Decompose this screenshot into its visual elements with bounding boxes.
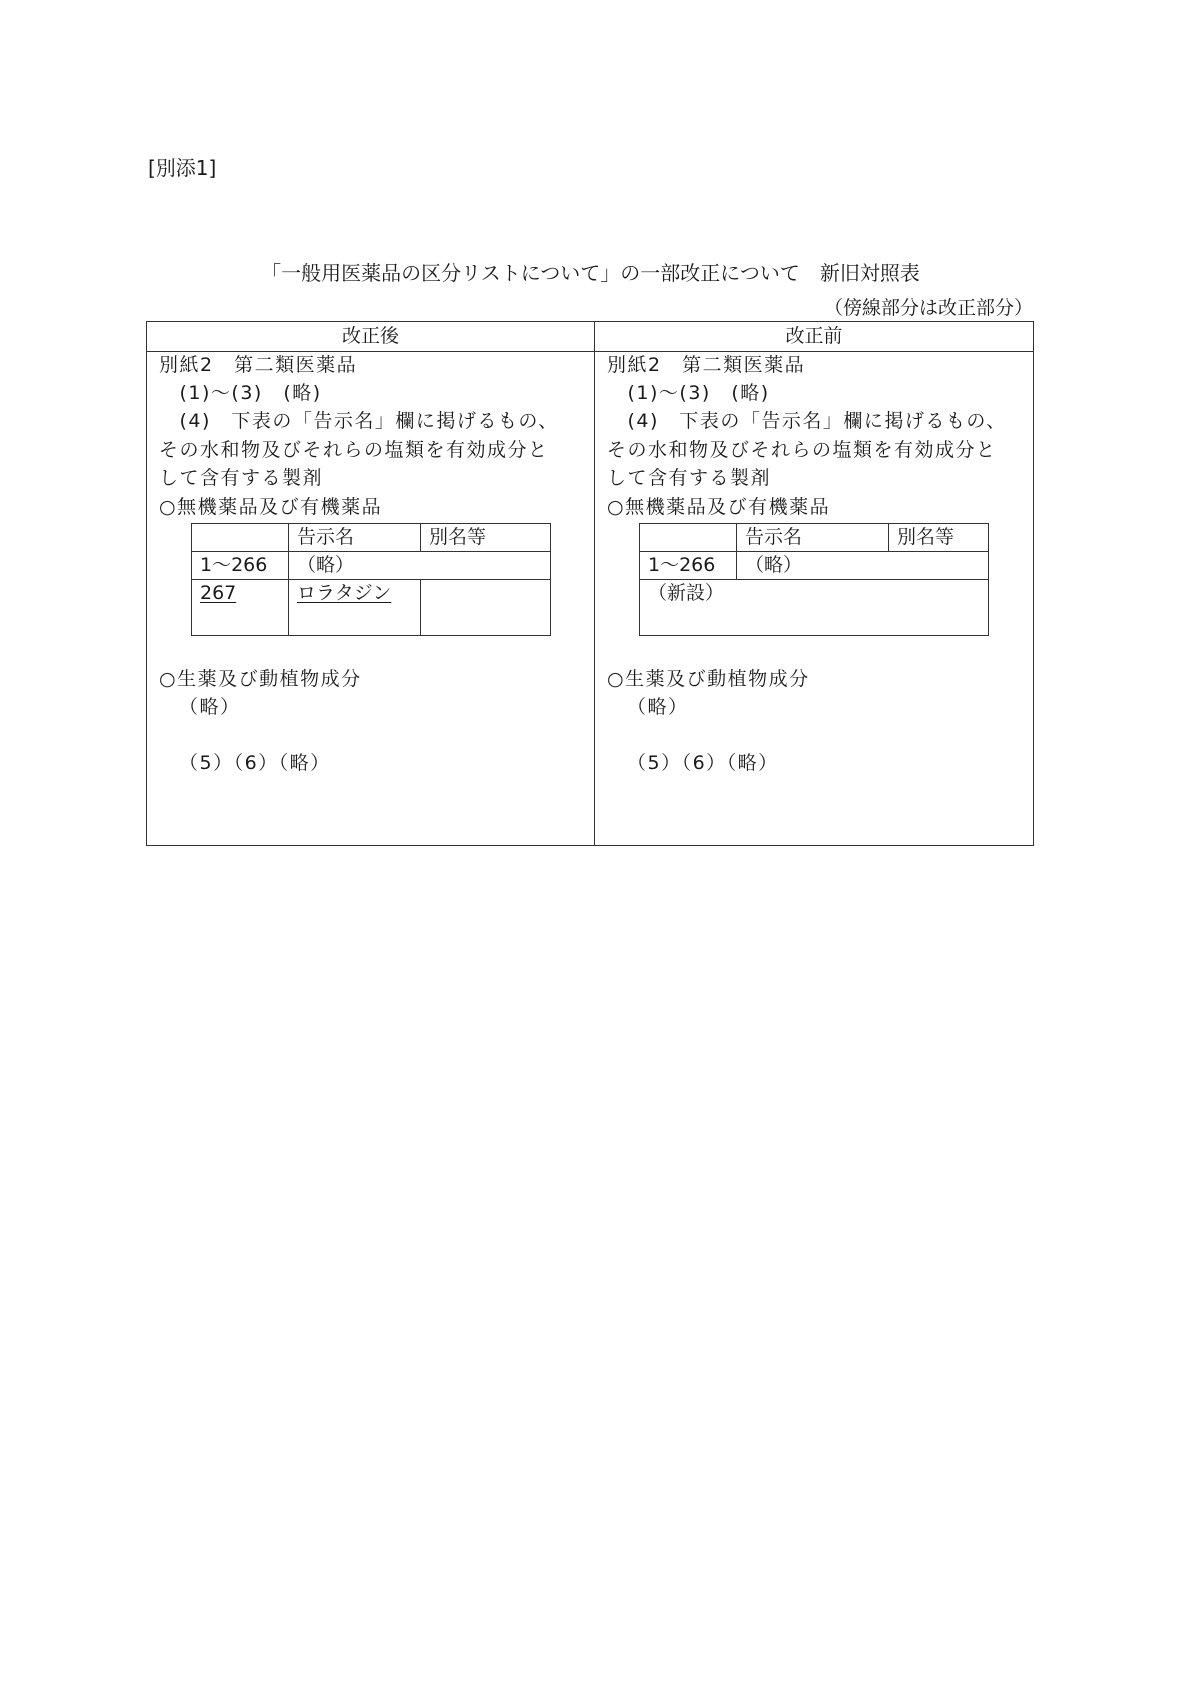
document-title: 「一般用医薬品の区分リストについて」の一部改正について 新旧対照表: [261, 261, 920, 285]
before-th-number: [640, 524, 737, 552]
comparison-header-row: [147, 322, 1033, 352]
comparison-table: [146, 321, 1034, 846]
before-line-1: 別紙2 第二類医薬品: [607, 354, 806, 376]
after-th-alias: 別名等: [421, 524, 551, 552]
after-row1-number: 1〜266: [192, 552, 289, 580]
after-line-3: (4) 下表の「告示名」欄に掲げるもの、: [159, 410, 559, 432]
attachment-label: [別添1]: [148, 156, 217, 180]
header-before: 改正前: [785, 325, 843, 347]
after-section2-body: （略）: [179, 696, 241, 718]
before-th-alias: 別名等: [889, 524, 989, 552]
before-row2-new: （新設）: [640, 580, 989, 636]
before-tail: （5）（6）（略）: [627, 752, 779, 774]
after-row2-alias: [421, 580, 551, 636]
after-substance-table: [191, 523, 551, 636]
table-row: [640, 552, 989, 580]
before-column: [595, 351, 1033, 845]
before-line-4: その水和物及びそれらの塩類を有効成分と: [607, 439, 997, 461]
after-row2-name: ロラタジン: [297, 582, 392, 604]
table-row: [192, 580, 551, 636]
before-row1-name: （略）: [737, 552, 989, 580]
before-th-notice-name: 告示名: [737, 524, 889, 552]
header-after: 改正後: [341, 325, 399, 347]
after-column: [147, 351, 594, 845]
after-line-6: ○無機薬品及び有機薬品: [159, 496, 383, 518]
before-line-5: して含有する製剤: [607, 467, 772, 489]
before-table-header-row: [640, 524, 989, 552]
before-substance-table: [639, 523, 989, 636]
table-row: [192, 552, 551, 580]
before-line-6: ○無機薬品及び有機薬品: [607, 496, 831, 518]
after-line-1: 別紙2 第二類医薬品: [159, 354, 358, 376]
after-section2-heading: ○生薬及び動植物成分: [159, 668, 362, 690]
after-row1-name: （略）: [289, 552, 551, 580]
after-th-number: [192, 524, 289, 552]
before-row1-number: 1〜266: [640, 552, 737, 580]
after-th-notice-name: 告示名: [289, 524, 421, 552]
underline-note: （傍線部分は改正部分）: [823, 297, 1033, 319]
before-section2-heading: ○生薬及び動植物成分: [607, 668, 810, 690]
table-row: [640, 580, 989, 636]
after-line-5: して含有する製剤: [159, 467, 324, 489]
before-section2-body: （略）: [627, 696, 689, 718]
after-tail: （5）（6）（略）: [179, 752, 331, 774]
after-table-header-row: [192, 524, 551, 552]
before-line-2: (1)〜(3) (略): [607, 382, 770, 404]
after-line-2: (1)〜(3) (略): [159, 382, 322, 404]
before-line-3: (4) 下表の「告示名」欄に掲げるもの、: [607, 410, 1007, 432]
after-line-4: その水和物及びそれらの塩類を有効成分と: [159, 439, 549, 461]
after-row2-number: 267: [200, 582, 237, 604]
